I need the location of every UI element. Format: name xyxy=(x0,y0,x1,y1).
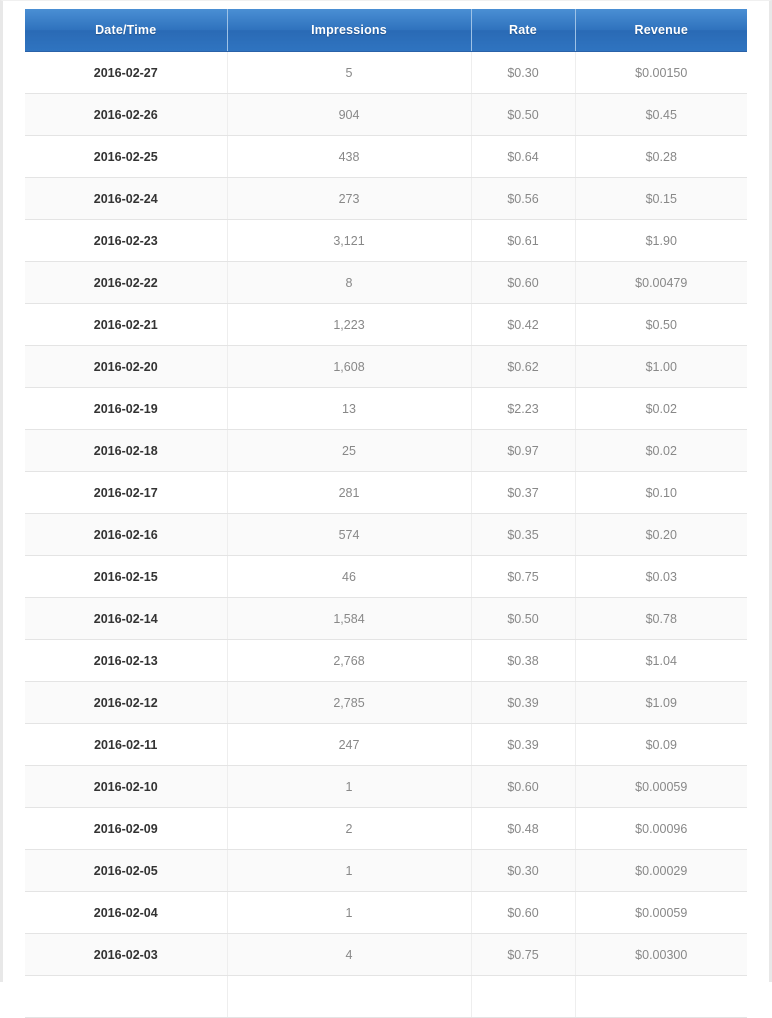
cell-revenue: $0.09 xyxy=(575,724,747,766)
table-header-row xyxy=(25,9,747,52)
cell-date: 2016-02-11 xyxy=(25,724,227,766)
cell-impressions: 25 xyxy=(227,430,471,472)
table-row xyxy=(25,724,747,766)
cell-impressions: 1,584 xyxy=(227,598,471,640)
cell-date: 2016-02-15 xyxy=(25,556,227,598)
cell-rate: $0.60 xyxy=(471,262,575,304)
cell-impressions: 46 xyxy=(227,556,471,598)
cell-date: 2016-02-18 xyxy=(25,430,227,472)
cell-rate: $0.38 xyxy=(471,640,575,682)
cell-impressions: 1 xyxy=(227,892,471,934)
cell-date: 2016-02-27 xyxy=(25,52,227,94)
cell-revenue: $0.02 xyxy=(575,388,747,430)
cell-revenue: $0.02 xyxy=(575,430,747,472)
cell-revenue: $0.20 xyxy=(575,514,747,556)
table-row xyxy=(25,934,747,976)
table-header xyxy=(25,9,747,52)
cell-revenue: $1.04 xyxy=(575,640,747,682)
table-row xyxy=(25,262,747,304)
table-row xyxy=(25,514,747,556)
cell-revenue: $1.00 xyxy=(575,346,747,388)
cell-revenue: $0.00300 xyxy=(575,934,747,976)
table-row xyxy=(25,682,747,724)
cell-rate: $0.30 xyxy=(471,850,575,892)
cell-date: 2016-02-09 xyxy=(25,808,227,850)
table-row xyxy=(25,472,747,514)
cell-rate: $0.62 xyxy=(471,346,575,388)
table-row xyxy=(25,808,747,850)
cell-date: 2016-02-12 xyxy=(25,682,227,724)
cell-rate: $0.75 xyxy=(471,556,575,598)
cell-revenue: $0.28 xyxy=(575,136,747,178)
cell-date: 2016-02-20 xyxy=(25,346,227,388)
table-row xyxy=(25,136,747,178)
table-row xyxy=(25,94,747,136)
table-row xyxy=(25,766,747,808)
cell-rate: $0.75 xyxy=(471,934,575,976)
table-row xyxy=(25,556,747,598)
cell-impressions: 2 xyxy=(227,808,471,850)
cell-rate: $0.48 xyxy=(471,808,575,850)
cell-impressions: 438 xyxy=(227,136,471,178)
cell-date: 2016-02-03 xyxy=(25,934,227,976)
report-table-wrapper xyxy=(25,9,747,1018)
table-row xyxy=(25,388,747,430)
cell-date: 2016-02-19 xyxy=(25,388,227,430)
cell-revenue: $0.78 xyxy=(575,598,747,640)
cell-revenue: $0.00096 xyxy=(575,808,747,850)
column-header-date[interactable]: Date/Time xyxy=(25,9,227,52)
cell-date: 2016-02-05 xyxy=(25,850,227,892)
cell-impressions: 574 xyxy=(227,514,471,556)
stats-table xyxy=(25,9,747,1018)
cell-revenue: $1.09 xyxy=(575,682,747,724)
cell-revenue: $1.90 xyxy=(575,220,747,262)
cell-impressions: 1,223 xyxy=(227,304,471,346)
cell-revenue: $0.10 xyxy=(575,472,747,514)
cell-impressions: 8 xyxy=(227,262,471,304)
cell-rate: $0.61 xyxy=(471,220,575,262)
cell-date: 2016-02-17 xyxy=(25,472,227,514)
cell-revenue: $0.03 xyxy=(575,556,747,598)
cell-date: 2016-02-14 xyxy=(25,598,227,640)
cell-impressions: 2,785 xyxy=(227,682,471,724)
cell-rate: $0.97 xyxy=(471,430,575,472)
table-row xyxy=(25,178,747,220)
cell-rate: $0.60 xyxy=(471,766,575,808)
cell-rate: $0.56 xyxy=(471,178,575,220)
cell-date: 2016-02-10 xyxy=(25,766,227,808)
cell-rate: $0.30 xyxy=(471,52,575,94)
cell-revenue: $0.00059 xyxy=(575,892,747,934)
cell-date: 2016-02-26 xyxy=(25,94,227,136)
cell-rate: $0.37 xyxy=(471,472,575,514)
cell-rate: $0.42 xyxy=(471,304,575,346)
table-row xyxy=(25,598,747,640)
cell-rate: $0.50 xyxy=(471,598,575,640)
cell-date: 2016-02-22 xyxy=(25,262,227,304)
table-row xyxy=(25,346,747,388)
cell-revenue: $0.15 xyxy=(575,178,747,220)
table-row xyxy=(25,220,747,262)
cell-revenue: $0.45 xyxy=(575,94,747,136)
cell-date: 2016-02-13 xyxy=(25,640,227,682)
cell-impressions: 1 xyxy=(227,766,471,808)
cell-rate: $0.35 xyxy=(471,514,575,556)
cell-impressions: 13 xyxy=(227,388,471,430)
cell-impressions: 904 xyxy=(227,94,471,136)
table-row xyxy=(25,52,747,94)
cell-revenue: $0.00479 xyxy=(575,262,747,304)
cell-impressions: 5 xyxy=(227,52,471,94)
column-header-revenue[interactable]: Revenue xyxy=(575,9,747,52)
cell-date: 2016-02-16 xyxy=(25,514,227,556)
cell-date: 2016-02-23 xyxy=(25,220,227,262)
cell-date: 2016-02-25 xyxy=(25,136,227,178)
cell-revenue: $0.00150 xyxy=(575,52,747,94)
cell-rate: $0.64 xyxy=(471,136,575,178)
cell-impressions: 2,768 xyxy=(227,640,471,682)
cell-revenue: $0.00059 xyxy=(575,766,747,808)
table-row xyxy=(25,892,747,934)
column-header-rate[interactable]: Rate xyxy=(471,9,575,52)
cell-impressions: 3,121 xyxy=(227,220,471,262)
cell-rate: $0.50 xyxy=(471,94,575,136)
column-header-impressions[interactable]: Impressions xyxy=(227,9,471,52)
cell-rate: $0.39 xyxy=(471,724,575,766)
cell-impressions: 247 xyxy=(227,724,471,766)
table-body xyxy=(25,52,747,1018)
cell-impressions: 273 xyxy=(227,178,471,220)
cell-impressions: 281 xyxy=(227,472,471,514)
cell-date: 2016-02-21 xyxy=(25,304,227,346)
cell-date: 2016-02-04 xyxy=(25,892,227,934)
table-row xyxy=(25,850,747,892)
cell-revenue: $0.00029 xyxy=(575,850,747,892)
table-row xyxy=(25,430,747,472)
cell-impressions: 1 xyxy=(227,850,471,892)
table-row xyxy=(25,304,747,346)
cell-impressions: 1,608 xyxy=(227,346,471,388)
table-row xyxy=(25,640,747,682)
cell-rate: $0.60 xyxy=(471,892,575,934)
cell-revenue: $0.50 xyxy=(575,304,747,346)
cell-impressions: 4 xyxy=(227,934,471,976)
cell-rate: $2.23 xyxy=(471,388,575,430)
cell-date: 2016-02-24 xyxy=(25,178,227,220)
cell-rate: $0.39 xyxy=(471,682,575,724)
